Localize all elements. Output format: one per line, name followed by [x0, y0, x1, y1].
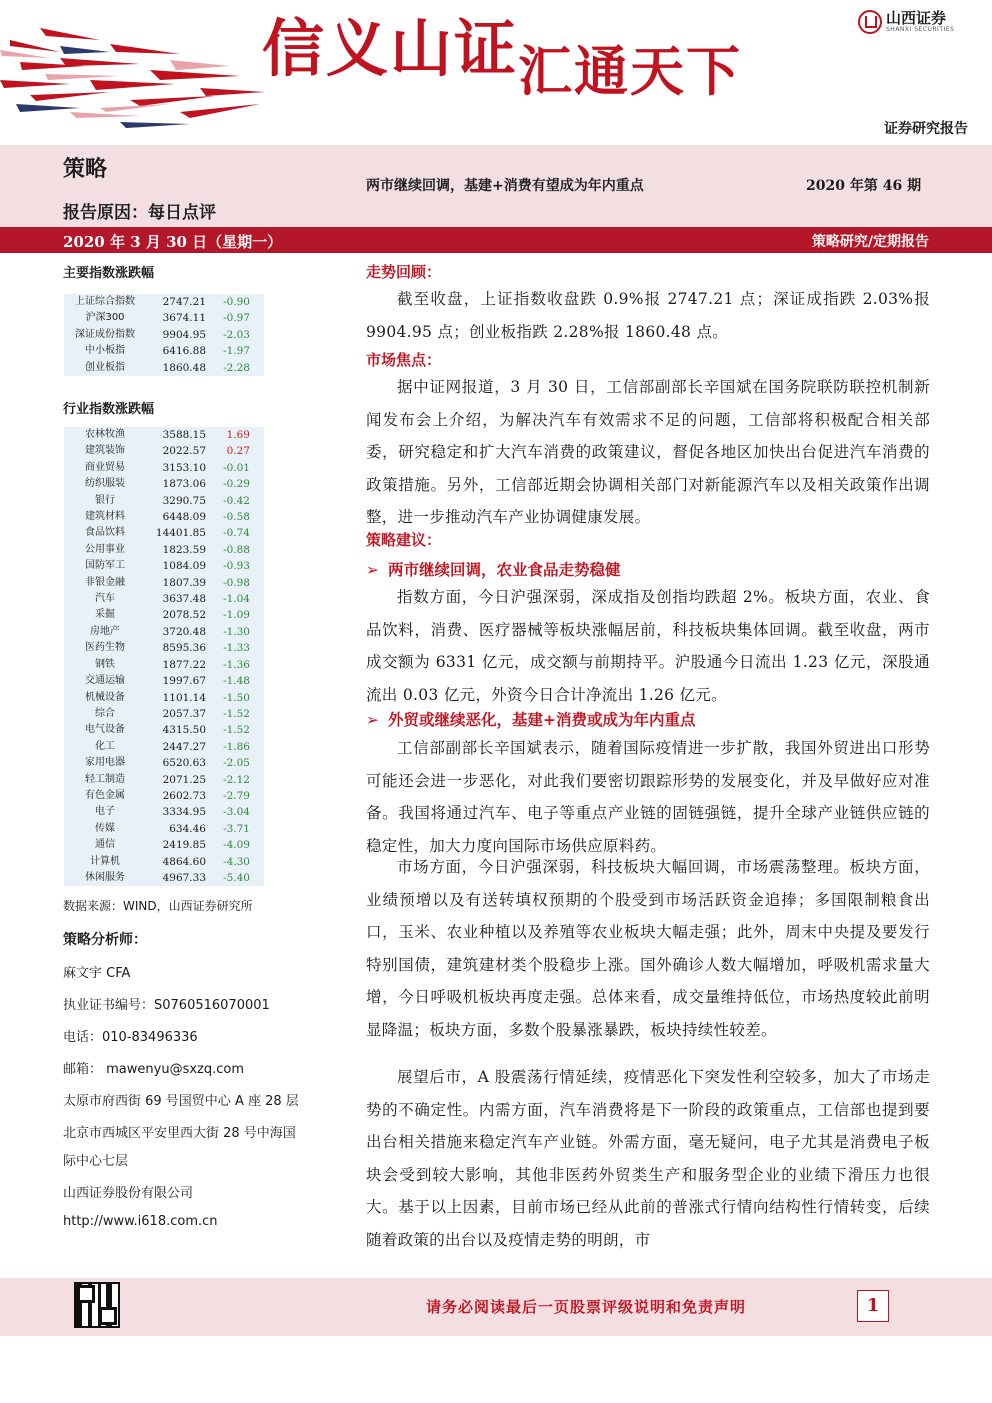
- index-change: -1.33: [223, 642, 250, 655]
- index-change: -0.88: [223, 543, 250, 556]
- index-change: -1.04: [223, 593, 250, 606]
- arrow-bullet-icon: ➢: [366, 561, 379, 579]
- index-name: 房地产: [90, 625, 120, 637]
- index-change: -0.93: [223, 560, 250, 573]
- index-change: -0.74: [223, 527, 250, 540]
- index-change: -1.50: [223, 691, 250, 704]
- paragraph-1: 指数方面，今日沪强深弱，深成指及创指均跌超 2%。板块方面，农业、食品饮料，消费、医疗器械等板块涨幅居前，科技板块集体回调。截至收盘，两市成交额为 6331 亿元，成交额与前期持平。沪股通今日流出 1.23 亿元，深股通流出 0.03 亿元，外资今日合计净流出 1.26 亿元。: [366, 588, 930, 704]
- subheading-1: [366, 558, 621, 580]
- index-value: 9904.95: [162, 328, 206, 341]
- contact-line[interactable]: http://www.i618.com.cn: [63, 1214, 218, 1229]
- index-change: -2.12: [223, 773, 250, 786]
- table-row: [64, 607, 264, 623]
- table-row: [64, 493, 264, 509]
- index-name: 传媒: [95, 822, 115, 834]
- index-change: -0.29: [223, 478, 250, 491]
- company-logo: [858, 10, 954, 34]
- index-value: 1823.59: [162, 543, 206, 556]
- index-change: -0.97: [223, 312, 250, 325]
- index-change: -5.40: [223, 871, 250, 884]
- contact-line: 电话：010-83496336: [63, 1030, 198, 1045]
- index-value: 1877.22: [162, 658, 206, 671]
- index-value: 1101.14: [162, 691, 206, 704]
- table-row: [64, 722, 264, 738]
- logo-mark-icon: [858, 10, 882, 34]
- index-value: 2022.57: [162, 445, 206, 458]
- index-value: 4864.60: [162, 855, 206, 868]
- industry-index-title: 行业指数涨跌幅: [63, 402, 155, 417]
- index-change: 1.69: [226, 429, 250, 441]
- paragraph-3: 市场方面，今日沪强深弱，科技板块大幅回调，市场震荡整理。板块方面，业绩预增以及有送转填权预期的个股受到市场活跃资金追捧；多国限制粮食出口，玉米、农业种植以及养殖等农业板块大幅走强；此外，周末中央提及要发行特别国债，建筑建材类个股稳步上涨。国外确诊人数大幅增加，呼吸机需求量大增，今日呼吸机板块再度走强。总体来看，成交量维持低位，市场热度较此前明显降温；板块方面，多数个股暴涨暴跌，板块持续性较差。: [366, 858, 930, 1039]
- disclaimer: 请务必阅读最后一页股票评级说明和免责声明: [426, 1298, 747, 1316]
- table-row: [64, 821, 264, 837]
- index-value: 1860.48: [162, 361, 206, 374]
- paragraph-4: 展望后市，A 股震荡行情延续，疫情恶化下突发性利空较多，加大了市场走势的不确定性。内需方面，汽车消费将是下一阶段的政策重点，工信部也提到要出台相关措施来稳定汽车产业链。外需方面，毫无疑问，电子尤其是消费电子板块会受到较大影响，其他非医药外贸类生产和服务型企业的业绩下滑压力也很大。基于以上因素，目前市场已经从此前的普涨式行情向结构性行情转变，后续随着政策的出台以及疫情走势的明朗，市: [366, 1068, 930, 1249]
- index-change: -1.52: [223, 724, 250, 737]
- heading-focus: 市场焦点：: [366, 351, 442, 369]
- index-name: 上证综合指数: [75, 296, 135, 307]
- index-value: 3588.15: [162, 429, 206, 441]
- table-row: [64, 525, 264, 541]
- index-value: 2078.52: [162, 609, 206, 622]
- contact-line: 际中心七层: [63, 1154, 129, 1169]
- table-row: [64, 542, 264, 558]
- table-row: [64, 591, 264, 607]
- table-row: [64, 476, 264, 492]
- subheading-2-text: 外贸或继续恶化，基建+消费或成为年内重点: [388, 711, 696, 729]
- index-value: 1873.06: [162, 478, 206, 491]
- index-name: 电子: [95, 806, 115, 818]
- index-name: 化工: [95, 740, 115, 752]
- paragraph-focus: 据中证网报道，3 月 30 日，工信部副部长辛国斌在国务院联防联控机制新闻发布会上介绍，为解决汽车有效需求不足的问题，工信部将积极配合相关部委，研究稳定和扩大汽车消费的政策建议，督促各地区加快出台促进汽车消费的政策措施。另外，工信部近期会协调相关部门对新能源汽车以及相关政策作出调整，进一步推动汽车产业协调健康发展。: [366, 378, 930, 526]
- main-index-title: 主要指数涨跌幅: [63, 266, 155, 281]
- index-change: -1.97: [223, 345, 250, 358]
- index-name: 沪深300: [85, 312, 125, 324]
- index-value: 1807.39: [162, 576, 206, 589]
- index-value: 2602.73: [162, 789, 206, 802]
- index-value: 6416.88: [162, 345, 206, 358]
- index-name: 综合: [95, 707, 115, 719]
- table-row: [64, 657, 264, 673]
- logo-cn-text: 山西证券: [886, 9, 947, 27]
- table-row: [64, 443, 264, 459]
- table-row: [64, 360, 264, 376]
- table-row: [64, 427, 264, 443]
- table-row: [64, 640, 264, 656]
- heading-review: 走势回顾：: [366, 263, 442, 281]
- paragraph-review: 截至收盘，上证指数收盘跌 0.9%报 2747.21 点；深证成指跌 2.03%报 9904.95 点；创业板指跌 2.28%报 1860.48 点。: [366, 290, 930, 341]
- heading-advice: 策略建议：: [366, 531, 442, 549]
- report-category: 策略: [63, 157, 108, 182]
- index-change: -3.04: [223, 806, 250, 819]
- index-change: -2.03: [223, 328, 250, 341]
- subheading-1-text: 两市继续回调，农业食品走势稳健: [388, 561, 621, 579]
- index-value: 634.46: [169, 822, 206, 835]
- report-type: 证券研究报告: [884, 121, 968, 137]
- index-value: 6520.63: [162, 757, 206, 770]
- contact-line: 山西证券股份有限公司: [63, 1186, 194, 1201]
- index-value: 1084.09: [162, 560, 206, 573]
- index-change: -1.09: [223, 609, 250, 622]
- index-name: 建筑材料: [85, 511, 125, 523]
- contact-line: 北京市西城区平安里西大街 28 号中海国: [63, 1126, 296, 1141]
- table-row: [64, 327, 264, 343]
- index-name: 轻工制造: [85, 773, 125, 785]
- subheading-2: [366, 708, 696, 730]
- index-change: -2.28: [223, 361, 250, 374]
- slogan-part-2: 汇通天下: [518, 39, 743, 103]
- index-name: 银行: [95, 494, 115, 506]
- index-name: 建筑装饰: [85, 445, 125, 457]
- index-name: 商业贸易: [85, 461, 125, 473]
- index-value: 3720.48: [162, 625, 206, 638]
- brand-arrows-decoration: [0, 0, 270, 145]
- index-name: 纺织服装: [85, 478, 125, 490]
- index-change: -2.05: [223, 757, 250, 770]
- index-value: 4315.50: [162, 724, 206, 737]
- index-value: 14401.85: [155, 527, 206, 540]
- report-kind: 策略研究/定期报告: [811, 234, 929, 250]
- index-value: 6448.09: [162, 511, 206, 524]
- arrow-bullet-icon: ➢: [366, 711, 379, 729]
- brand-slogan: [262, 12, 743, 103]
- index-name: 医药生物: [85, 642, 125, 654]
- index-value: 3637.48: [162, 593, 206, 606]
- index-value: 3334.95: [162, 806, 206, 819]
- table-row: [64, 706, 264, 722]
- index-value: 1997.67: [162, 675, 206, 688]
- index-value: 2419.85: [162, 839, 206, 852]
- table-row: [64, 837, 264, 853]
- main-index-table: [64, 294, 264, 376]
- table-row: [64, 755, 264, 771]
- table-row: [64, 870, 264, 886]
- contact-line: 邮箱： mawenyu@sxzq.com: [63, 1062, 245, 1077]
- index-name: 钢铁: [95, 658, 115, 670]
- page-number: 1: [857, 1290, 889, 1322]
- index-change: -0.42: [223, 494, 250, 507]
- index-change: -1.86: [223, 740, 250, 753]
- index-value: 2071.25: [162, 773, 206, 786]
- index-name: 农林牧渔: [85, 429, 125, 440]
- index-value: 3153.10: [162, 461, 206, 474]
- logo-en-text: SHANXI SECURITIES: [886, 26, 955, 33]
- index-change: -2.79: [223, 789, 250, 802]
- qr-code-icon: [74, 1282, 120, 1328]
- contact-line: 麻文宇 CFA: [63, 966, 131, 981]
- index-change: -1.30: [223, 625, 250, 638]
- index-name: 非银金融: [85, 576, 125, 588]
- report-issue: 2020 年第 46 期: [806, 178, 922, 194]
- report-date: 2020 年 3 月 30 日（星期一）: [63, 233, 283, 251]
- table-row: [64, 624, 264, 640]
- index-change: -0.98: [223, 576, 250, 589]
- table-row: [64, 690, 264, 706]
- index-name: 有色金属: [85, 789, 125, 801]
- report-headline: 两市继续回调，基建+消费有望成为年内重点: [366, 178, 644, 194]
- index-name: 国防军工: [85, 560, 125, 572]
- date-bar: [0, 227, 992, 253]
- index-name: 创业板指: [85, 361, 125, 373]
- index-name: 通信: [95, 839, 115, 851]
- table-row: [64, 673, 264, 689]
- index-change: -1.48: [223, 675, 250, 688]
- slogan-part-1: 信义山证: [262, 12, 519, 85]
- index-change: -3.71: [223, 822, 250, 835]
- table-row: [64, 854, 264, 870]
- data-source: 数据来源：WIND，山西证券研究所: [63, 899, 253, 913]
- table-row: [64, 804, 264, 820]
- table-row: [64, 772, 264, 788]
- index-name: 家用电器: [85, 757, 125, 769]
- index-name: 采掘: [95, 609, 115, 621]
- table-row: [64, 575, 264, 591]
- index-change: -0.58: [223, 511, 250, 524]
- index-value: 3674.11: [162, 312, 206, 325]
- table-row: [64, 788, 264, 804]
- table-row: [64, 310, 264, 326]
- contact-line: 执业证书编号：S0760516070001: [63, 998, 270, 1013]
- table-row: [64, 294, 264, 310]
- index-change: -4.09: [223, 839, 250, 852]
- table-row: [64, 343, 264, 359]
- table-row: [64, 460, 264, 476]
- index-value: 2447.27: [162, 740, 206, 753]
- contact-line: 太原市府西街 69 号国贸中心 A 座 28 层: [63, 1094, 299, 1109]
- index-name: 机械设备: [85, 691, 125, 703]
- index-name: 汽车: [95, 593, 115, 605]
- index-change: -1.52: [223, 707, 250, 720]
- index-name: 中小板指: [85, 345, 125, 357]
- index-change: 0.27: [226, 445, 250, 458]
- table-row: [64, 739, 264, 755]
- index-change: -4.30: [223, 855, 250, 868]
- index-name: 深证成份指数: [75, 328, 135, 340]
- table-row: [64, 509, 264, 525]
- index-value: 2057.37: [162, 707, 206, 720]
- index-value: 8595.36: [162, 642, 206, 655]
- index-name: 电气设备: [85, 724, 125, 736]
- index-change: -1.36: [223, 658, 250, 671]
- index-name: 食品饮料: [85, 527, 125, 539]
- analyst-title: 策略分析师：: [63, 932, 147, 948]
- index-value: 4967.33: [162, 871, 206, 884]
- index-change: -0.90: [223, 296, 250, 308]
- index-name: 休闲服务: [85, 871, 125, 883]
- index-name: 计算机: [90, 855, 120, 867]
- industry-index-table: [64, 427, 264, 886]
- index-value: 2747.21: [162, 296, 206, 308]
- index-name: 公用事业: [85, 543, 125, 555]
- index-name: 交通运输: [85, 675, 125, 687]
- index-change: -0.01: [223, 461, 250, 474]
- index-value: 3290.75: [162, 494, 206, 507]
- table-row: [64, 558, 264, 574]
- paragraph-2: 工信部副部长辛国斌表示，随着国际疫情进一步扩散，我国外贸进出口形势可能还会进一步恶化，对此我们要密切跟踪形势的发展变化，并及早做好应对准备。我国将通过汽车、电子等重点产业链的固链强链，提升全球产业链供应链的稳定性，加大力度向国际市场供应原料药。: [366, 739, 930, 855]
- report-reason: 报告原因：每日点评: [63, 203, 216, 223]
